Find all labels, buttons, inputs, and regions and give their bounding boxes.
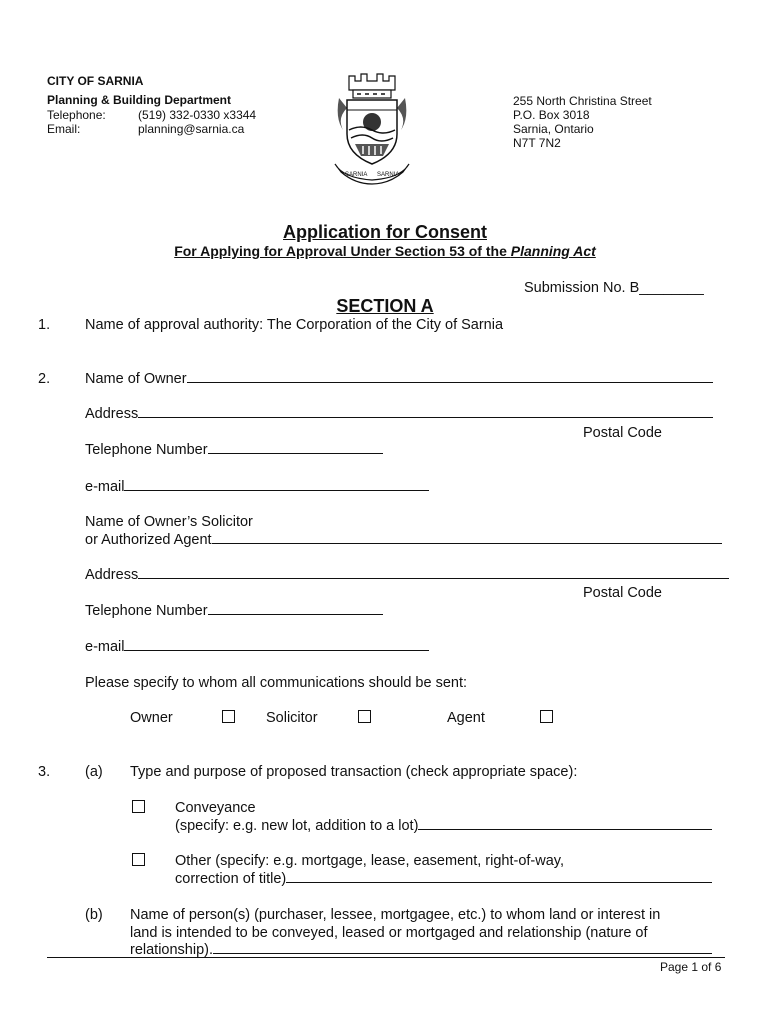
- telephone-label: Telephone:: [47, 108, 106, 122]
- city-name: CITY OF SARNIA: [47, 74, 144, 88]
- solicitor-telephone-field[interactable]: [85, 602, 383, 620]
- owner-email-line[interactable]: [124, 478, 429, 491]
- conveyance-specify-line[interactable]: [418, 817, 712, 830]
- conveyance-checkbox[interactable]: [132, 800, 145, 813]
- solicitor-telephone-line[interactable]: [208, 602, 383, 615]
- q3b-line2: land is intended to be conveyed, leased or mortgaged and relationship (nature of: [130, 925, 648, 941]
- q3a-text: Type and purpose of proposed transaction (check appropriate space):: [130, 764, 578, 780]
- solicitor-label-line1: Name of Owner’s Solicitor: [85, 514, 253, 530]
- solicitor-postal-code-label: Postal Code: [583, 585, 662, 601]
- solicitor-address-line[interactable]: [138, 566, 729, 579]
- solicitor-address-label: Address: [85, 567, 139, 583]
- email-value[interactable]: planning@sarnia.ca: [138, 122, 245, 136]
- subtitle-act: Planning Act: [510, 243, 596, 259]
- address-line-4: N7T 7N2: [513, 136, 561, 150]
- city-crest-logo: [333, 68, 411, 186]
- other-specify-label: correction of title): [175, 871, 287, 887]
- page-subtitle: [0, 243, 770, 259]
- other-specify-field[interactable]: [175, 870, 712, 888]
- address-line-3: Sarnia, Ontario: [513, 122, 594, 136]
- solicitor-email-line[interactable]: [124, 638, 429, 651]
- owner-name-field[interactable]: [85, 370, 713, 388]
- other-checkbox[interactable]: [132, 853, 145, 866]
- conveyance-specify-field[interactable]: [175, 817, 712, 835]
- solicitor-email-field[interactable]: [85, 638, 429, 656]
- owner-name-line[interactable]: [187, 370, 713, 383]
- q3b-line3: relationship).: [130, 942, 214, 958]
- q3-number: 3.: [38, 764, 51, 780]
- communications-prompt: Please specify to whom all communications should be sent:: [85, 675, 468, 691]
- owner-telephone-label: Telephone Number: [85, 442, 208, 458]
- option-agent-checkbox[interactable]: [540, 710, 553, 723]
- owner-address-field[interactable]: [85, 405, 713, 423]
- owner-address-line[interactable]: [138, 405, 713, 418]
- q2-number: 2.: [38, 371, 51, 387]
- page-number: Page 1 of 6: [660, 960, 722, 974]
- q1-number: 1.: [38, 317, 51, 333]
- owner-name-label: Name of Owner: [85, 371, 187, 387]
- conveyance-label: Conveyance: [175, 800, 256, 816]
- owner-email-label: e-mail: [85, 479, 125, 495]
- solicitor-telephone-label: Telephone Number: [85, 603, 208, 619]
- option-owner-label: Owner: [130, 710, 173, 726]
- solicitor-name-line[interactable]: [212, 531, 722, 544]
- subtitle-prefix: For Applying for Approval Under Section 53 of the: [174, 243, 511, 259]
- q3a-label: (a): [85, 764, 103, 780]
- section-heading: SECTION A: [336, 296, 434, 316]
- option-agent-label: Agent: [447, 710, 485, 726]
- email-label: Email:: [47, 122, 81, 136]
- owner-postal-code-label: Postal Code: [583, 425, 662, 441]
- owner-telephone-field[interactable]: [85, 441, 383, 459]
- telephone-value: (519) 332-0330 x3344: [138, 108, 257, 122]
- solicitor-address-field[interactable]: [85, 566, 729, 584]
- q1-text: Name of approval authority: The Corporation of the City of Sarnia: [85, 317, 504, 333]
- q3b-label: (b): [85, 907, 103, 923]
- owner-email-field[interactable]: [85, 478, 429, 496]
- other-specify-line[interactable]: [286, 870, 712, 883]
- footer-divider: [47, 957, 725, 958]
- option-solicitor-checkbox[interactable]: [358, 710, 371, 723]
- solicitor-name-field[interactable]: [85, 531, 722, 549]
- q3b-line1: Name of person(s) (purchaser, lessee, mortgagee, etc.) to whom land or interest in: [130, 907, 661, 923]
- owner-address-label: Address: [85, 406, 139, 422]
- submission-number: Submission No. B________: [524, 280, 704, 296]
- conveyance-specify-label: (specify: e.g. new lot, addition to a lot): [175, 818, 419, 834]
- address-line-1: 255 North Christina Street: [513, 94, 652, 108]
- option-owner-checkbox[interactable]: [222, 710, 235, 723]
- other-label: Other (specify: e.g. mortgage, lease, easement, right-of-way,: [175, 853, 564, 869]
- solicitor-label-line2: or Authorized Agent: [85, 532, 212, 548]
- address-line-2: P.O. Box 3018: [513, 108, 590, 122]
- svg-text:SARNIA: SARNIA: [377, 172, 400, 178]
- department-name: Planning & Building Department: [47, 93, 232, 107]
- owner-telephone-line[interactable]: [208, 441, 383, 454]
- svg-text:SARNIA: SARNIA: [345, 172, 368, 178]
- page-title: Application for Consent: [283, 222, 487, 242]
- q3b-relationship-line[interactable]: [213, 941, 712, 954]
- solicitor-email-label: e-mail: [85, 639, 125, 655]
- option-solicitor-label: Solicitor: [266, 710, 318, 726]
